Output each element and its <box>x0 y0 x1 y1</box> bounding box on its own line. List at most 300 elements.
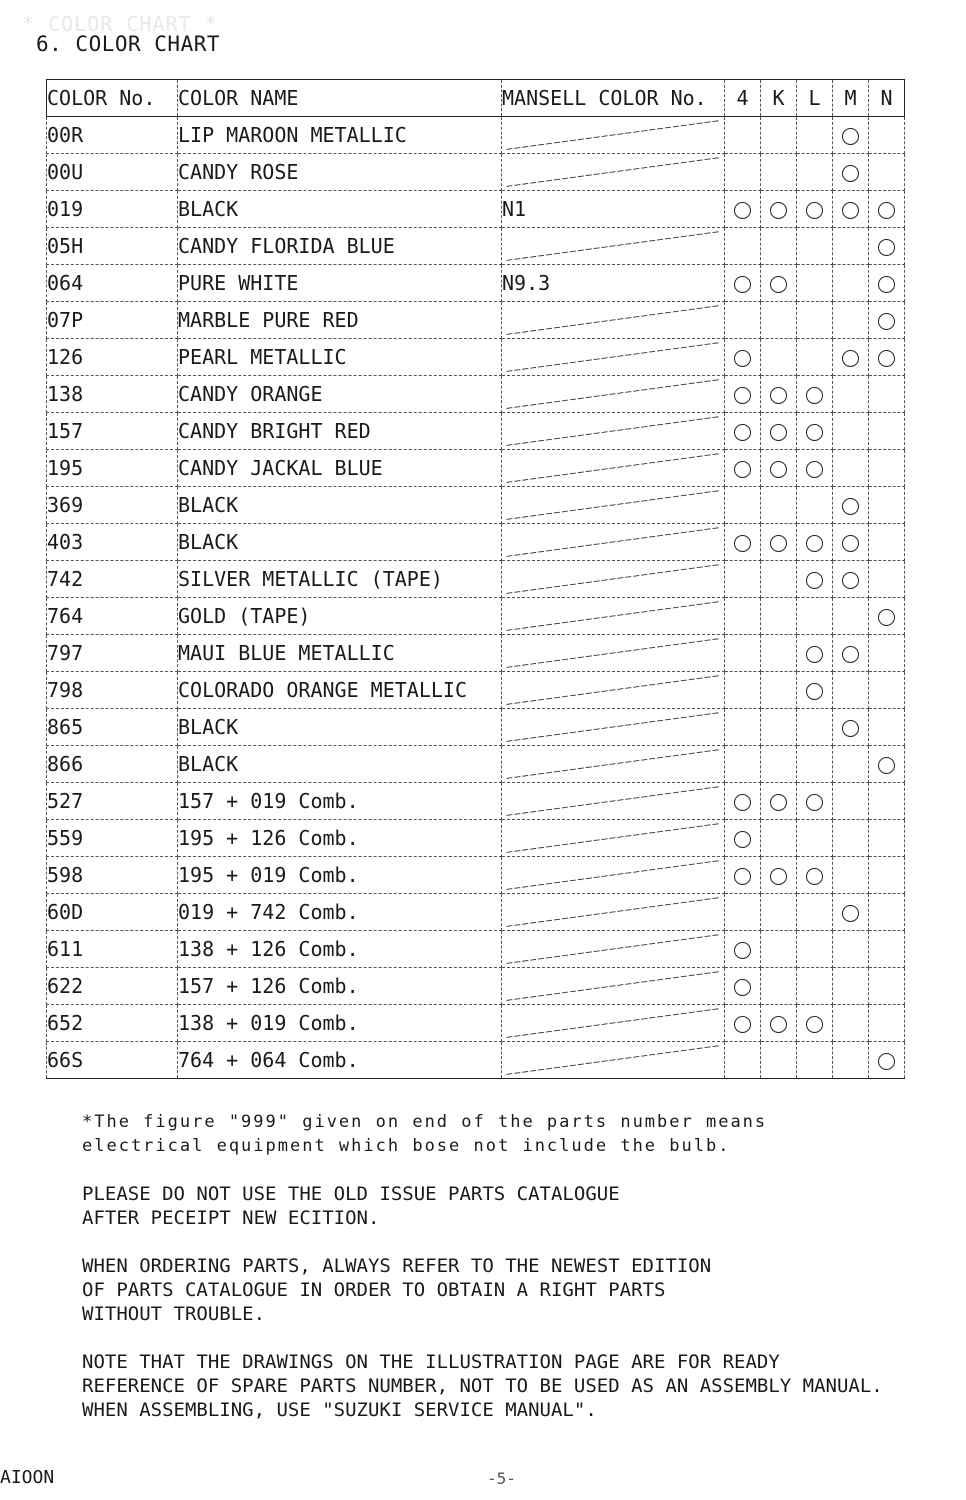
model-l-cell <box>797 820 833 857</box>
table-row <box>47 487 905 524</box>
empty-slash-line <box>502 931 724 967</box>
model-n-cell <box>869 857 905 894</box>
model-m-cell <box>833 746 869 783</box>
mansell-cell <box>502 1005 725 1042</box>
model-4-cell <box>725 857 761 894</box>
model-k-cell <box>761 598 797 635</box>
color-no-cell: 126 <box>47 339 178 376</box>
model-n-cell <box>869 635 905 672</box>
model-4-cell <box>725 265 761 302</box>
model-n-cell <box>869 228 905 265</box>
availability-circle-icon <box>842 720 859 737</box>
mansell-cell <box>502 117 725 154</box>
color-name-cell: MARBLE PURE RED <box>178 302 502 339</box>
color-chart-table <box>46 79 905 1079</box>
footer-page-number: -5- <box>487 1469 516 1488</box>
table-row <box>47 894 905 931</box>
notice-old-catalogue: PLEASE DO NOT USE THE OLD ISSUE PARTS CATALOGUE AFTER PECEIPT NEW ECITION. <box>82 1183 620 1229</box>
availability-circle-icon <box>806 646 823 663</box>
model-l-cell <box>797 931 833 968</box>
model-l-cell <box>797 117 833 154</box>
model-k-cell <box>761 413 797 450</box>
table-row <box>47 302 905 339</box>
notice-ordering-parts: WHEN ORDERING PARTS, ALWAYS REFER TO THE NEWEST EDITION OF PARTS CATALOGUE IN ORDER TO OBTAIN A RIGHT PARTS WITHOUT TROUBLE. <box>82 1255 712 1325</box>
model-k-cell <box>761 117 797 154</box>
mansell-cell <box>502 450 725 487</box>
model-l-cell <box>797 413 833 450</box>
availability-circle-icon <box>770 794 787 811</box>
empty-slash-line <box>502 746 724 782</box>
availability-circle-icon <box>734 942 751 959</box>
header-model-l: L <box>797 80 833 117</box>
model-4-cell <box>725 450 761 487</box>
header-mansell-color-no: MANSELL COLOR No. <box>502 80 725 117</box>
color-chart-body <box>47 117 905 1079</box>
availability-circle-icon <box>770 535 787 552</box>
color-no-cell: 019 <box>47 191 178 228</box>
model-k-cell <box>761 228 797 265</box>
empty-slash-line <box>502 487 724 523</box>
empty-slash-line <box>502 117 724 153</box>
mansell-cell <box>502 339 725 376</box>
model-n-cell <box>869 894 905 931</box>
model-k-cell <box>761 487 797 524</box>
availability-circle-icon <box>770 202 787 219</box>
color-no-cell: 00R <box>47 117 178 154</box>
model-m-cell <box>833 561 869 598</box>
availability-circle-icon <box>806 683 823 700</box>
model-n-cell <box>869 302 905 339</box>
model-n-cell <box>869 376 905 413</box>
availability-circle-icon <box>878 276 895 293</box>
model-4-cell <box>725 524 761 561</box>
color-no-cell: 598 <box>47 857 178 894</box>
color-name-cell: 764 + 064 Comb. <box>178 1042 502 1079</box>
availability-circle-icon <box>734 979 751 996</box>
empty-slash-line <box>502 376 724 412</box>
model-m-cell <box>833 783 869 820</box>
availability-circle-icon <box>842 535 859 552</box>
color-no-cell: 05H <box>47 228 178 265</box>
model-4-cell <box>725 191 761 228</box>
model-l-cell <box>797 857 833 894</box>
model-k-cell <box>761 191 797 228</box>
availability-circle-icon <box>842 350 859 367</box>
table-row <box>47 339 905 376</box>
model-m-cell <box>833 635 869 672</box>
header-model-n: N <box>869 80 905 117</box>
model-k-cell <box>761 524 797 561</box>
model-l-cell <box>797 228 833 265</box>
mansell-cell <box>502 524 725 561</box>
table-row <box>47 783 905 820</box>
model-k-cell <box>761 561 797 598</box>
model-4-cell <box>725 635 761 672</box>
color-no-cell: 138 <box>47 376 178 413</box>
table-row <box>47 561 905 598</box>
empty-slash-line <box>502 524 724 560</box>
color-no-cell: 652 <box>47 1005 178 1042</box>
color-no-cell: 60D <box>47 894 178 931</box>
model-m-cell <box>833 413 869 450</box>
table-row <box>47 524 905 561</box>
model-l-cell <box>797 339 833 376</box>
model-m-cell <box>833 339 869 376</box>
model-m-cell <box>833 820 869 857</box>
availability-circle-icon <box>734 794 751 811</box>
model-l-cell <box>797 302 833 339</box>
table-row <box>47 376 905 413</box>
table-row <box>47 746 905 783</box>
mansell-cell <box>502 672 725 709</box>
color-name-cell: 138 + 019 Comb. <box>178 1005 502 1042</box>
availability-circle-icon <box>770 868 787 885</box>
model-m-cell <box>833 376 869 413</box>
model-k-cell <box>761 931 797 968</box>
availability-circle-icon <box>806 387 823 404</box>
mansell-cell <box>502 228 725 265</box>
color-no-cell: 764 <box>47 598 178 635</box>
availability-circle-icon <box>878 350 895 367</box>
model-l-cell <box>797 709 833 746</box>
model-k-cell <box>761 783 797 820</box>
mansell-cell <box>502 413 725 450</box>
model-k-cell <box>761 376 797 413</box>
model-n-cell <box>869 1005 905 1042</box>
table-row <box>47 709 905 746</box>
model-m-cell <box>833 487 869 524</box>
notice-drawings: NOTE THAT THE DRAWINGS ON THE ILLUSTRATION PAGE ARE FOR READY REFERENCE OF SPARE PARTS NUMBER, NOT TO BE USED AS AN ASSEMBLY MANUAL. WHEN ASSEMBLING, USE "SUZUKI SERVICE MANUAL". <box>82 1351 883 1421</box>
color-no-cell: 865 <box>47 709 178 746</box>
empty-slash-line <box>502 635 724 671</box>
availability-circle-icon <box>842 498 859 515</box>
model-l-cell <box>797 1005 833 1042</box>
model-k-cell <box>761 265 797 302</box>
table-row <box>47 598 905 635</box>
mansell-cell <box>502 931 725 968</box>
model-n-cell <box>869 450 905 487</box>
color-no-cell: 559 <box>47 820 178 857</box>
mansell-cell <box>502 154 725 191</box>
table-row <box>47 857 905 894</box>
model-m-cell <box>833 154 869 191</box>
availability-circle-icon <box>878 609 895 626</box>
model-k-cell <box>761 635 797 672</box>
mansell-cell <box>502 302 725 339</box>
header-row <box>47 80 905 117</box>
mansell-cell <box>502 635 725 672</box>
availability-circle-icon <box>806 572 823 589</box>
model-l-cell <box>797 746 833 783</box>
empty-slash-line <box>502 413 724 449</box>
ghost-title: * COLOR CHART * <box>22 12 218 36</box>
empty-slash-line <box>502 228 724 264</box>
header-model-4: 4 <box>725 80 761 117</box>
color-name-cell: SILVER METALLIC (TAPE) <box>178 561 502 598</box>
mansell-cell <box>502 487 725 524</box>
availability-circle-icon <box>734 202 751 219</box>
mansell-cell <box>502 1042 725 1079</box>
color-name-cell: CANDY FLORIDA BLUE <box>178 228 502 265</box>
availability-circle-icon <box>806 202 823 219</box>
model-n-cell <box>869 487 905 524</box>
model-m-cell <box>833 968 869 1005</box>
model-4-cell <box>725 820 761 857</box>
table-row <box>47 154 905 191</box>
table-row <box>47 413 905 450</box>
color-no-cell: 403 <box>47 524 178 561</box>
model-k-cell <box>761 154 797 191</box>
model-l-cell <box>797 783 833 820</box>
header-model-m: M <box>833 80 869 117</box>
model-k-cell <box>761 746 797 783</box>
model-n-cell <box>869 1042 905 1079</box>
model-k-cell <box>761 894 797 931</box>
color-name-cell: BLACK <box>178 746 502 783</box>
empty-slash-line <box>502 598 724 634</box>
color-name-cell: PEARL METALLIC <box>178 339 502 376</box>
availability-circle-icon <box>770 1016 787 1033</box>
model-4-cell <box>725 746 761 783</box>
availability-circle-icon <box>734 868 751 885</box>
model-m-cell <box>833 117 869 154</box>
color-no-cell: 611 <box>47 931 178 968</box>
mansell-cell: N9.3 <box>502 265 725 302</box>
availability-circle-icon <box>734 387 751 404</box>
color-no-cell: 195 <box>47 450 178 487</box>
model-l-cell <box>797 487 833 524</box>
model-m-cell <box>833 228 869 265</box>
availability-circle-icon <box>770 424 787 441</box>
model-l-cell <box>797 672 833 709</box>
color-name-cell: 138 + 126 Comb. <box>178 931 502 968</box>
table-row <box>47 820 905 857</box>
model-4-cell <box>725 302 761 339</box>
availability-circle-icon <box>878 202 895 219</box>
model-l-cell <box>797 598 833 635</box>
availability-circle-icon <box>842 128 859 145</box>
model-n-cell <box>869 265 905 302</box>
model-4-cell <box>725 672 761 709</box>
model-4-cell <box>725 117 761 154</box>
color-name-cell: LIP MAROON METALLIC <box>178 117 502 154</box>
model-l-cell <box>797 524 833 561</box>
color-name-cell: BLACK <box>178 487 502 524</box>
availability-circle-icon <box>734 535 751 552</box>
color-name-cell: PURE WHITE <box>178 265 502 302</box>
model-k-cell <box>761 968 797 1005</box>
availability-circle-icon <box>878 239 895 256</box>
availability-circle-icon <box>770 461 787 478</box>
empty-slash-line <box>502 154 724 190</box>
model-n-cell <box>869 709 905 746</box>
empty-slash-line <box>502 450 724 486</box>
model-k-cell <box>761 450 797 487</box>
table-row <box>47 931 905 968</box>
model-m-cell <box>833 672 869 709</box>
availability-circle-icon <box>842 202 859 219</box>
color-name-cell: 195 + 126 Comb. <box>178 820 502 857</box>
color-name-cell: GOLD (TAPE) <box>178 598 502 635</box>
color-name-cell: MAUI BLUE METALLIC <box>178 635 502 672</box>
model-k-cell <box>761 1042 797 1079</box>
empty-slash-line <box>502 672 724 708</box>
model-m-cell <box>833 302 869 339</box>
availability-circle-icon <box>878 1053 895 1070</box>
model-n-cell <box>869 783 905 820</box>
model-4-cell <box>725 154 761 191</box>
model-k-cell <box>761 820 797 857</box>
color-no-cell: 157 <box>47 413 178 450</box>
model-m-cell <box>833 191 869 228</box>
availability-circle-icon <box>842 165 859 182</box>
availability-circle-icon <box>806 461 823 478</box>
availability-circle-icon <box>806 1016 823 1033</box>
mansell-cell: N1 <box>502 191 725 228</box>
empty-slash-line <box>502 709 724 745</box>
model-m-cell <box>833 1005 869 1042</box>
availability-circle-icon <box>878 313 895 330</box>
table-row <box>47 117 905 154</box>
model-4-cell <box>725 709 761 746</box>
model-4-cell <box>725 487 761 524</box>
model-l-cell <box>797 376 833 413</box>
model-n-cell <box>869 672 905 709</box>
color-name-cell: BLACK <box>178 524 502 561</box>
empty-slash-line <box>502 783 724 819</box>
color-name-cell: CANDY BRIGHT RED <box>178 413 502 450</box>
mansell-cell <box>502 857 725 894</box>
color-no-cell: 742 <box>47 561 178 598</box>
model-n-cell <box>869 820 905 857</box>
availability-circle-icon <box>806 424 823 441</box>
availability-circle-icon <box>842 646 859 663</box>
mansell-cell <box>502 820 725 857</box>
model-k-cell <box>761 672 797 709</box>
model-m-cell <box>833 450 869 487</box>
model-k-cell <box>761 302 797 339</box>
model-m-cell <box>833 524 869 561</box>
model-l-cell <box>797 154 833 191</box>
mansell-cell <box>502 968 725 1005</box>
model-4-cell <box>725 1005 761 1042</box>
model-l-cell <box>797 265 833 302</box>
color-no-cell: 00U <box>47 154 178 191</box>
model-4-cell <box>725 598 761 635</box>
model-4-cell <box>725 413 761 450</box>
mansell-cell <box>502 598 725 635</box>
color-name-cell: CANDY ORANGE <box>178 376 502 413</box>
availability-circle-icon <box>770 387 787 404</box>
section-title: 6. COLOR CHART <box>36 32 221 56</box>
mansell-cell <box>502 376 725 413</box>
model-n-cell <box>869 561 905 598</box>
empty-slash-line <box>502 1042 724 1078</box>
table-row <box>47 191 905 228</box>
color-name-cell: BLACK <box>178 709 502 746</box>
model-k-cell <box>761 709 797 746</box>
model-4-cell <box>725 931 761 968</box>
color-no-cell: 66S <box>47 1042 178 1079</box>
empty-slash-line <box>502 561 724 597</box>
availability-circle-icon <box>734 461 751 478</box>
model-n-cell <box>869 117 905 154</box>
model-m-cell <box>833 265 869 302</box>
mansell-cell <box>502 746 725 783</box>
color-name-cell: COLORADO ORANGE METALLIC <box>178 672 502 709</box>
empty-slash-line <box>502 339 724 375</box>
model-m-cell <box>833 931 869 968</box>
footer-catalogue-code: AIOON <box>0 1467 55 1488</box>
header-model-k: K <box>761 80 797 117</box>
header-color-name: COLOR NAME <box>178 80 502 117</box>
availability-circle-icon <box>842 572 859 589</box>
model-m-cell <box>833 857 869 894</box>
table-row <box>47 1042 905 1079</box>
model-n-cell <box>869 413 905 450</box>
availability-circle-icon <box>842 905 859 922</box>
color-no-cell: 369 <box>47 487 178 524</box>
color-name-cell: CANDY ROSE <box>178 154 502 191</box>
color-no-cell: 064 <box>47 265 178 302</box>
model-m-cell <box>833 894 869 931</box>
color-name-cell: 195 + 019 Comb. <box>178 857 502 894</box>
availability-circle-icon <box>734 350 751 367</box>
model-4-cell <box>725 228 761 265</box>
model-l-cell <box>797 450 833 487</box>
model-n-cell <box>869 339 905 376</box>
model-4-cell <box>725 894 761 931</box>
header-color-no: COLOR No. <box>47 80 178 117</box>
model-n-cell <box>869 154 905 191</box>
availability-circle-icon <box>734 276 751 293</box>
model-n-cell <box>869 968 905 1005</box>
model-n-cell <box>869 598 905 635</box>
model-4-cell <box>725 783 761 820</box>
table-row <box>47 1005 905 1042</box>
empty-slash-line <box>502 968 724 1004</box>
model-l-cell <box>797 635 833 672</box>
empty-slash-line <box>502 302 724 338</box>
availability-circle-icon <box>806 868 823 885</box>
table-row <box>47 450 905 487</box>
color-name-cell: 157 + 126 Comb. <box>178 968 502 1005</box>
model-l-cell <box>797 968 833 1005</box>
model-l-cell <box>797 561 833 598</box>
model-k-cell <box>761 339 797 376</box>
mansell-cell <box>502 561 725 598</box>
color-name-cell: CANDY JACKAL BLUE <box>178 450 502 487</box>
footnote-999: *The figure "999" given on end of the parts number means electrical equipment which bose not include the bulb. <box>82 1112 768 1156</box>
model-n-cell <box>869 191 905 228</box>
availability-circle-icon <box>770 276 787 293</box>
color-no-cell: 527 <box>47 783 178 820</box>
mansell-cell <box>502 709 725 746</box>
mansell-cell <box>502 783 725 820</box>
empty-slash-line <box>502 820 724 856</box>
model-m-cell <box>833 1042 869 1079</box>
color-no-cell: 797 <box>47 635 178 672</box>
color-name-cell: 019 + 742 Comb. <box>178 894 502 931</box>
model-k-cell <box>761 1005 797 1042</box>
table-row <box>47 265 905 302</box>
color-no-cell: 798 <box>47 672 178 709</box>
color-no-cell: 07P <box>47 302 178 339</box>
mansell-cell <box>502 894 725 931</box>
color-name-cell: 157 + 019 Comb. <box>178 783 502 820</box>
model-l-cell <box>797 191 833 228</box>
empty-slash-line <box>502 857 724 893</box>
